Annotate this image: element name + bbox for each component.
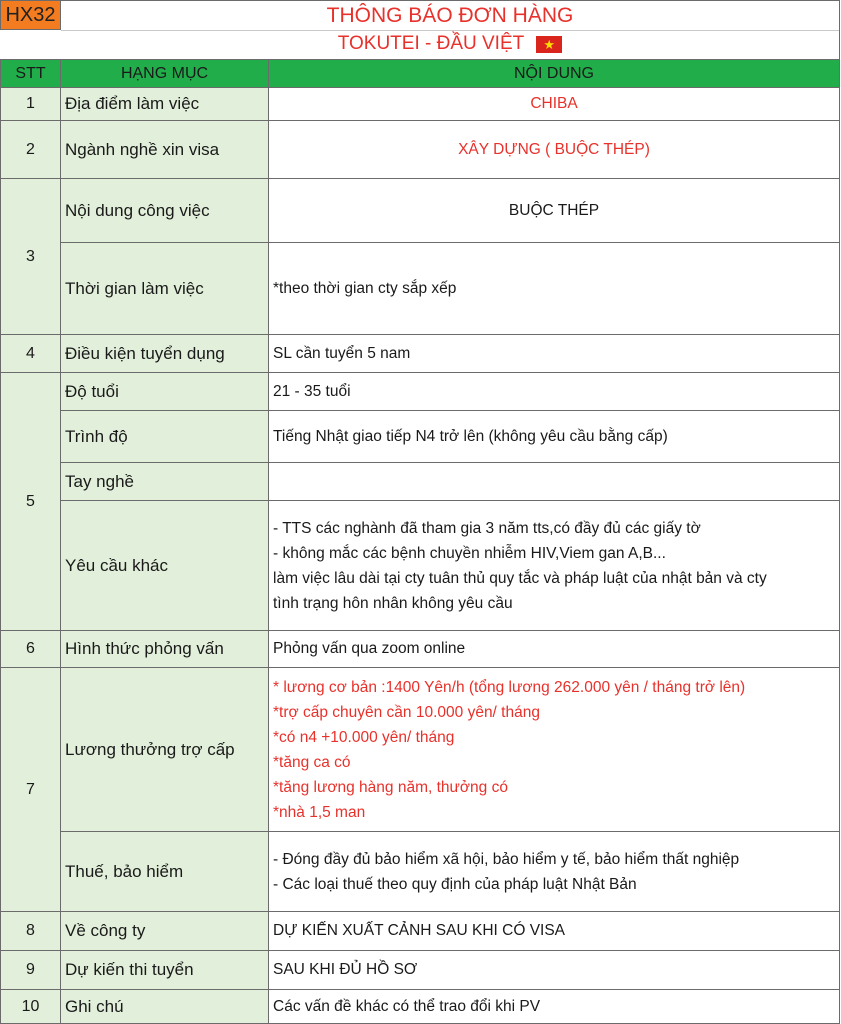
row-9-label: Dự kiến thi tuyển bbox=[61, 951, 269, 990]
row-1-label: Địa điểm làm việc bbox=[61, 88, 269, 121]
requirement-line: - không mắc các bệnh chuyền nhiễm HIV,Viem gan A,B... bbox=[273, 544, 666, 562]
salary-line: *tăng lương hàng năm, thưởng có bbox=[273, 778, 508, 796]
tax-line: - Các loại thuế theo quy định của pháp luật Nhật Bản bbox=[273, 875, 637, 893]
row-9-stt: 9 bbox=[0, 951, 61, 990]
row-5-other-value bbox=[269, 501, 840, 631]
page-subtitle: TOKUTEI - ĐẦU VIỆT bbox=[337, 33, 525, 54]
row-2-stt: 2 bbox=[0, 121, 61, 179]
salary-line: *tăng ca có bbox=[273, 753, 351, 771]
salary-line: *trợ cấp chuyên cần 10.000 yên/ tháng bbox=[273, 703, 540, 721]
row-5-stt: 5 bbox=[0, 373, 61, 631]
row-5-level-value: Tiếng Nhật giao tiếp N4 trở lên (không yêu cầu bằng cấp) bbox=[269, 411, 840, 463]
requirement-line: làm việc lâu dài tại cty tuân thủ quy tắc và pháp luật của nhật bản và cty bbox=[273, 569, 767, 587]
row-3a-value: BUỘC THÉP bbox=[269, 179, 840, 243]
tax-line: - Đóng đầy đủ bảo hiểm xã hội, bảo hiểm y tế, bảo hiểm thất nghiệp bbox=[273, 850, 740, 868]
row-10-stt: 10 bbox=[0, 990, 61, 1024]
row-8-label: Về công ty bbox=[61, 912, 269, 951]
salary-line: * lương cơ bản :1400 Yên/h (tổng lương 262.000 yên / tháng trở lên) bbox=[273, 678, 746, 696]
row-5-age-label: Độ tuổi bbox=[61, 373, 269, 411]
row-7-tax-label: Thuế, bảo hiểm bbox=[61, 832, 269, 912]
row-10-value: Các vấn đề khác có thể trao đổi khi PV bbox=[269, 990, 840, 1024]
row-6-value: Phỏng vấn qua zoom online bbox=[269, 631, 840, 668]
row-1-value: CHIBA bbox=[269, 88, 840, 121]
page-title: THÔNG BÁO ĐƠN HÀNG bbox=[326, 4, 574, 27]
row-4-label: Điều kiện tuyển dụng bbox=[61, 335, 269, 373]
title-bar bbox=[61, 0, 840, 59]
requirement-line: tình trạng hôn nhân không yêu cầu bbox=[273, 594, 513, 612]
row-5-other-label: Yêu cầu khác bbox=[61, 501, 269, 631]
row-1-stt: 1 bbox=[0, 88, 61, 121]
row-4-stt: 4 bbox=[0, 335, 61, 373]
subtitle-row bbox=[61, 33, 839, 55]
column-header-stt: STT bbox=[0, 59, 61, 88]
column-header-content: NỘI DUNG bbox=[269, 59, 840, 88]
row-7-stt: 7 bbox=[0, 668, 61, 912]
order-code-badge: HX32 bbox=[0, 0, 61, 30]
vietnam-flag-icon: ★ bbox=[536, 36, 562, 53]
row-5-age-value: 21 - 35 tuổi bbox=[269, 373, 840, 411]
row-5-skill-value bbox=[269, 463, 840, 501]
row-5-level-label: Trình độ bbox=[61, 411, 269, 463]
salary-line: *nhà 1,5 man bbox=[273, 803, 366, 821]
salary-line: *có n4 +10.000 yên/ tháng bbox=[273, 728, 455, 746]
row-8-value: DỰ KIẾN XUẤT CẢNH SAU KHI CÓ VISA bbox=[269, 912, 840, 951]
row-3a-label: Nội dung công việc bbox=[61, 179, 269, 243]
row-8-stt: 8 bbox=[0, 912, 61, 951]
row-3b-label: Thời gian làm việc bbox=[61, 243, 269, 335]
row-5-skill-label: Tay nghề bbox=[61, 463, 269, 501]
requirement-line: - TTS các nghành đã tham gia 3 năm tts,có đầy đủ các giấy tờ bbox=[273, 519, 701, 537]
row-2-label: Ngành nghề xin visa bbox=[61, 121, 269, 179]
row-3b-value: *theo thời gian cty sắp xếp bbox=[269, 243, 840, 335]
row-2-value: XÂY DỰNG ( BUỘC THÉP) bbox=[269, 121, 840, 179]
row-7-salary-value bbox=[269, 668, 840, 832]
row-7-salary-label: Lương thưởng trợ cấp bbox=[61, 668, 269, 832]
column-header-category: HẠNG MỤC bbox=[61, 59, 269, 88]
row-10-label: Ghi chú bbox=[61, 990, 269, 1024]
row-7-tax-value bbox=[269, 832, 840, 912]
row-4-value: SL cần tuyển 5 nam bbox=[269, 335, 840, 373]
row-6-stt: 6 bbox=[0, 631, 61, 668]
row-3-stt: 3 bbox=[0, 179, 61, 335]
row-9-value: SAU KHI ĐỦ HỒ SƠ bbox=[269, 951, 840, 990]
row-6-label: Hình thức phỏng vấn bbox=[61, 631, 269, 668]
